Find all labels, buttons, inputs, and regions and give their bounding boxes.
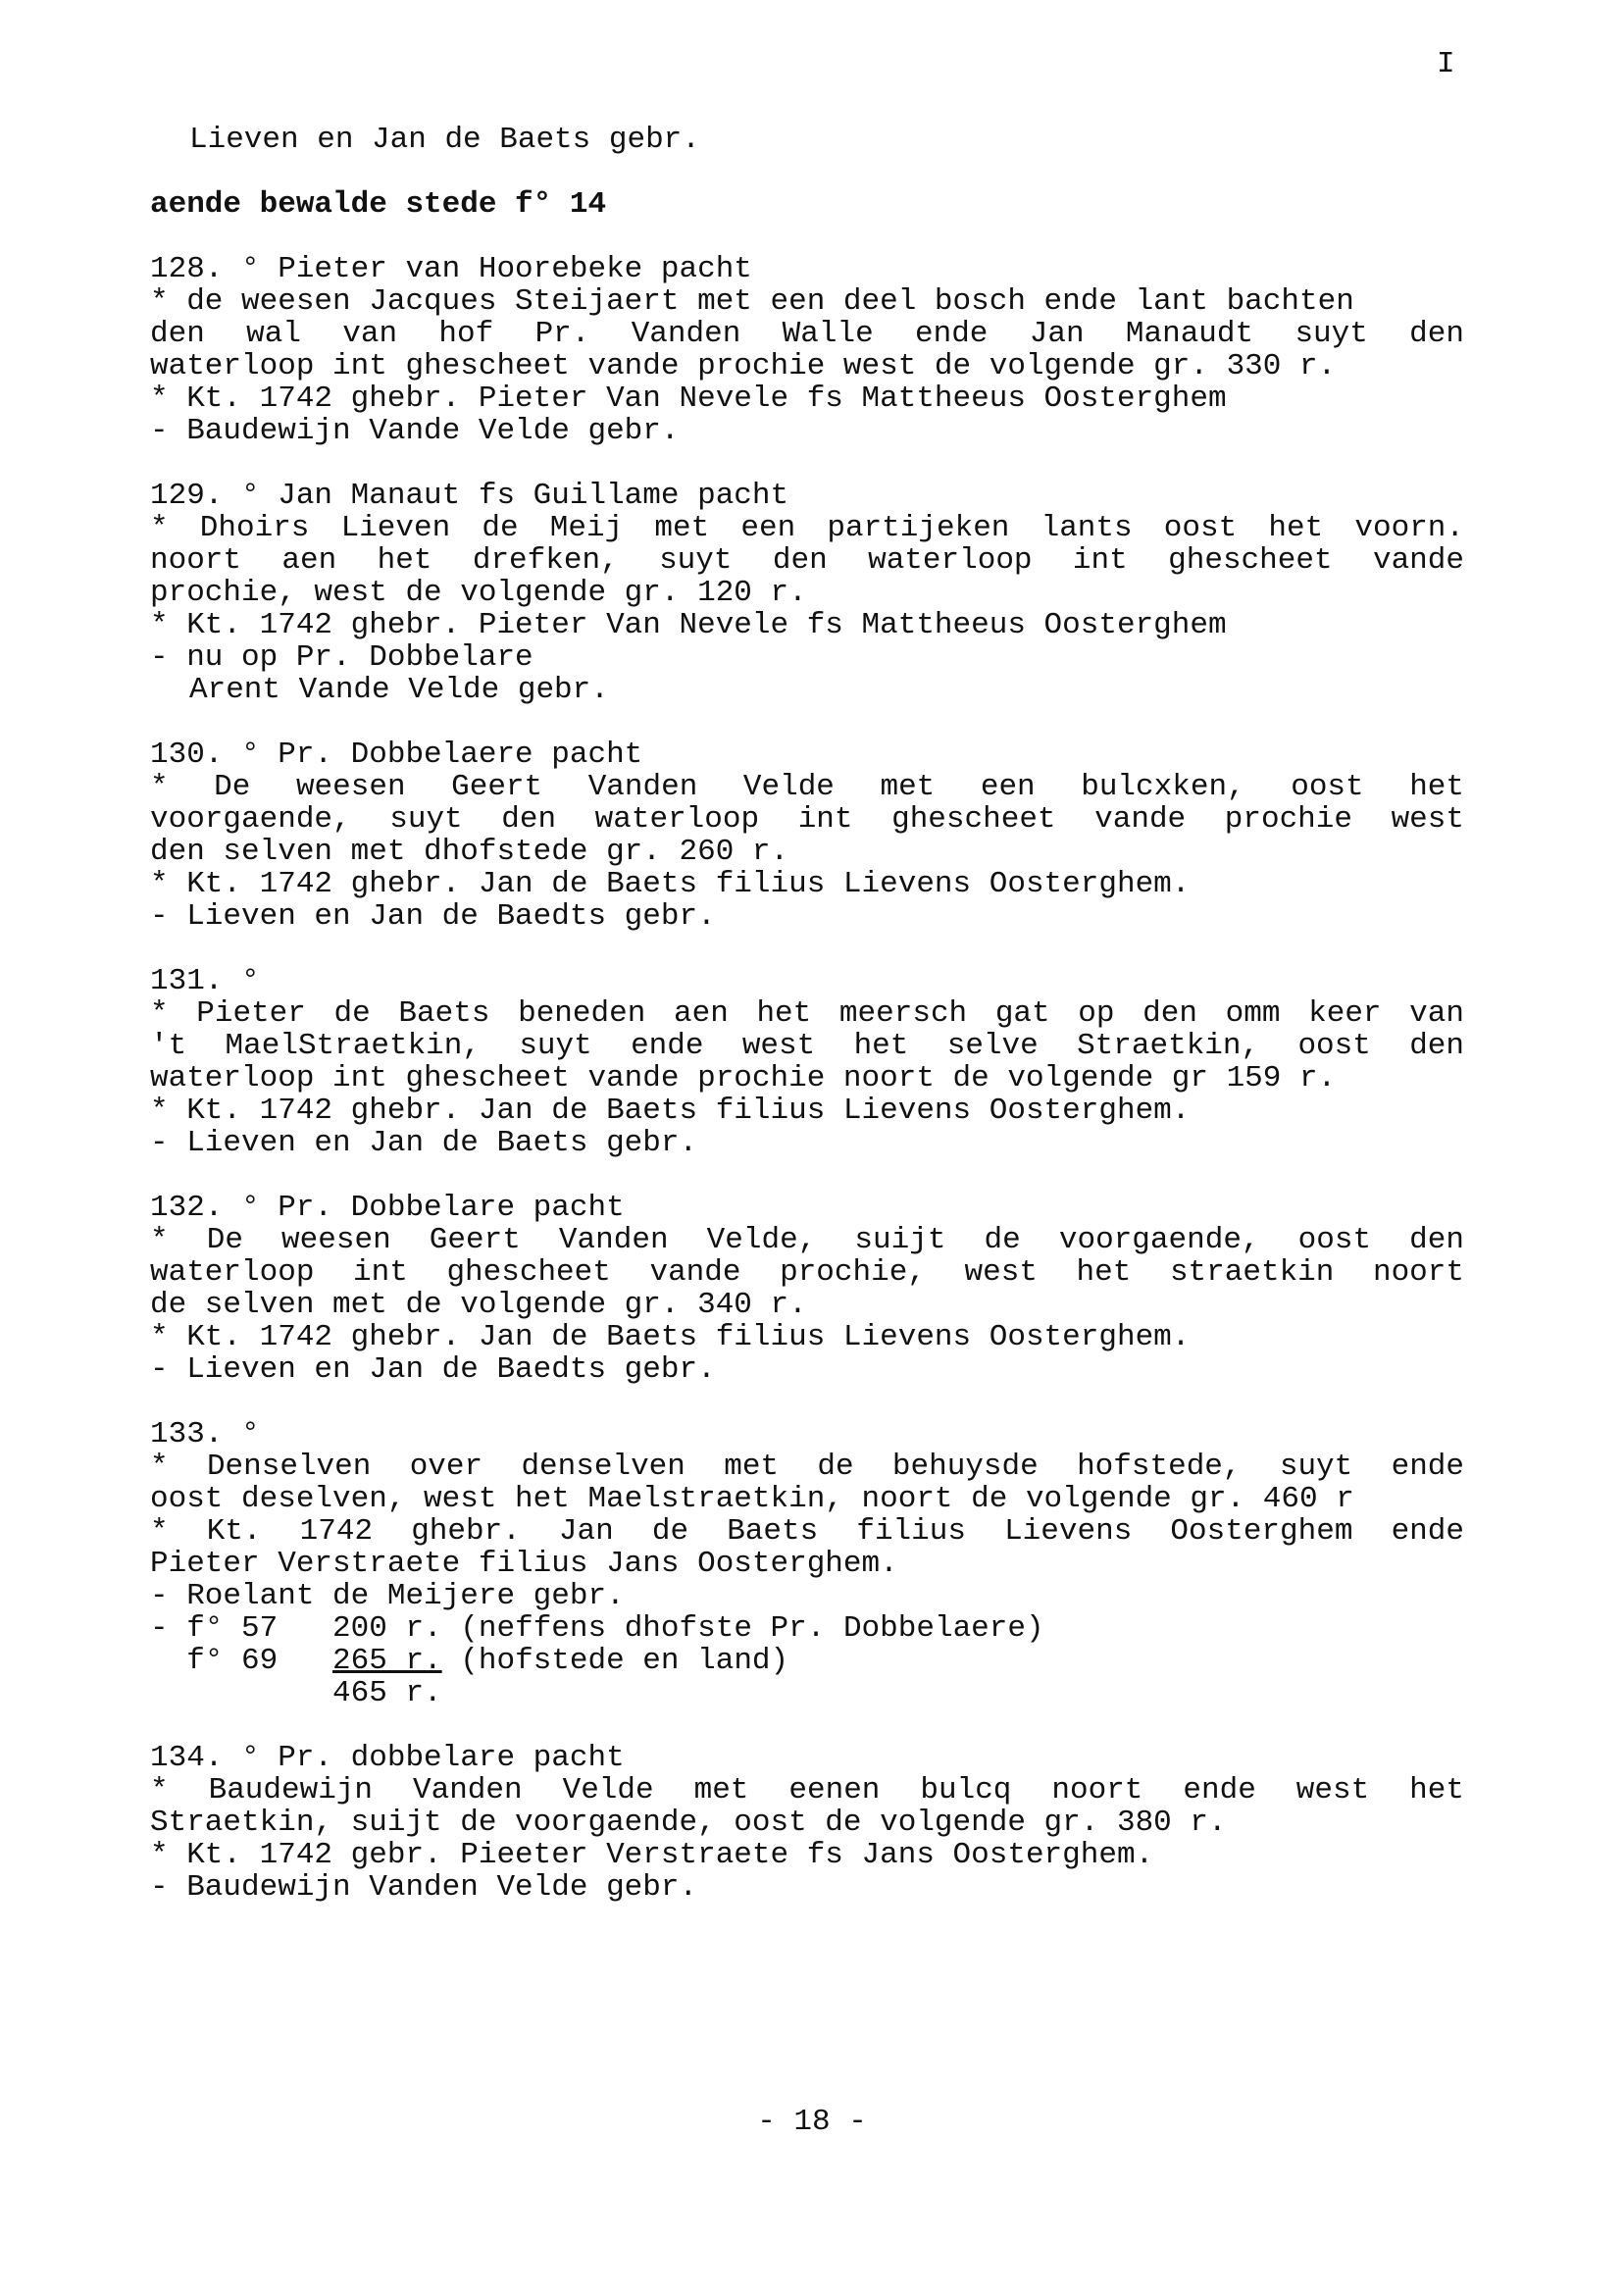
entry-133-text: * Kt. 1742 ghebr. Jan de Baets filius Lievens Oosterghem ende [150,1514,1464,1549]
spacer [150,1159,1464,1192]
entry-130-title: 130. ° Pr. Dobbelaere pacht [150,738,643,772]
entry-129-text: prochie, west de volgende gr. 120 r. [150,576,807,610]
entry-130-text: voorgaende, suyt den waterloop int ghescheet vande prochie west [150,802,1464,837]
entry-130-text: - Lieven en Jan de Baedts gebr. [150,899,716,934]
entry-132-text: * Kt. 1742 ghebr. Jan de Baets filius Lievens Oosterghem. [150,1320,1191,1354]
entry-133-text: - Roelant de Meijere gebr. [150,1579,625,1613]
spacer [150,447,1464,480]
spacer [150,933,1464,965]
calc-note: (hofstede en land) [460,1644,789,1678]
entry-134-text: Straetkin, suijt de voorgaende, oost de volgende gr. 380 r. [150,1806,1227,1840]
calc-row [150,1645,1464,1677]
entry-128-text: den wal van hof Pr. Vanden Walle ende Jan Manaudt suyt den [150,317,1464,351]
entry-128-text: waterloop int ghescheet vande prochie west de volgende gr. 330 r. [150,349,1337,383]
entry-131-title: 131. ° [150,964,260,998]
calc-ref: - f° 57 [150,1611,279,1646]
entry-131-text: 't MaelStraetkin, suyt ende west het selve Straetkin, oost den [150,1029,1464,1063]
entry-133-title: 133. ° [150,1417,260,1451]
spacer [150,1709,1464,1742]
spacer [150,1386,1464,1418]
spacer [150,706,1464,738]
entry-134-text: - Baudewijn Vanden Velde gebr. [150,1870,698,1905]
page-number: - 18 - [757,2105,867,2139]
page-mark: I [1437,47,1455,81]
spacer [150,221,1464,253]
entry-132-text: - Lieven en Jan de Baedts gebr. [150,1352,716,1387]
entry-131-text: * Pieter de Baets beneden aen het meersch gat op den omm keer van [150,996,1464,1031]
entry-128-text: * de weesen Jacques Steijaert met een deel bosch ende lant bachten [150,284,1354,319]
calc-total [150,1677,1464,1709]
entry-132-title: 132. ° Pr. Dobbelare pacht [150,1191,625,1225]
entry-129-title: 129. ° Jan Manaut fs Guillame pacht [150,479,789,513]
spacer [150,156,1464,188]
entry-129-text: * Dhoirs Lieven de Meij met een partijeken lants oost het voorn. [150,511,1464,545]
calc-amount: 200 r. [332,1611,442,1646]
entry-129-text: - nu op Pr. Dobbelare [150,640,533,675]
entry-129-text: Arent Vande Velde gebr. [189,673,609,707]
entry-128-text: * Kt. 1742 ghebr. Pieter Van Nevele fs Mattheeus Oosterghem [150,382,1227,416]
entry-134-title: 134. ° Pr. dobbelare pacht [150,1741,625,1775]
entry-130-text: den selven met dhofstede gr. 260 r. [150,835,789,869]
calc-amount: 265 r. [332,1644,442,1678]
entry-131-text: * Kt. 1742 ghebr. Jan de Baets filius Lievens Oosterghem. [150,1094,1191,1128]
calc-amount: 465 r. [332,1676,442,1710]
entry-132-text: waterloop int ghescheet vande prochie, west het straetkin noort [150,1255,1464,1290]
entry-128-title: 128. ° Pieter van Hoorebeke pacht [150,252,752,286]
entry-130-text: * De weesen Geert Vanden Velde met een bulcxken, oost het [150,770,1464,804]
section-heading: aende bewalde stede f° 14 [150,187,607,222]
entry-133-text: oost deselven, west het Maelstraetkin, noort de volgende gr. 460 r [150,1482,1354,1516]
entry-132-text: de selven met de volgende gr. 340 r. [150,1288,807,1322]
entry-131-text: waterloop int ghescheet vande prochie noort de volgende gr 159 r. [150,1061,1337,1095]
entry-130-text: * Kt. 1742 ghebr. Jan de Baets filius Lievens Oosterghem. [150,867,1191,901]
entry-134-text: * Kt. 1742 gebr. Pieeter Verstraete fs Jans Oosterghem. [150,1838,1154,1872]
calc-note: (neffens dhofste Pr. Dobbelaere) [460,1611,1044,1646]
register-text [150,124,1464,1904]
entry-131-text: - Lieven en Jan de Baets gebr. [150,1126,698,1160]
entry-133-text: * Denselven over denselven met de behuysde hofstede, suyt ende [150,1450,1464,1484]
entry-133-text: Pieter Verstraete filius Jans Oosterghem. [150,1547,898,1581]
intro-line: Lieven en Jan de Baets gebr. [189,123,700,157]
entry-132-text: * De weesen Geert Vanden Velde, suijt de voorgaende, oost den [150,1223,1464,1257]
calc-ref: f° 69 [150,1644,279,1678]
entry-134-text: * Baudewijn Vanden Velde met eenen bulcq noort ende west het [150,1773,1464,1807]
entry-129-text: * Kt. 1742 ghebr. Pieter Van Nevele fs Mattheeus Oosterghem [150,608,1227,642]
calc-row [150,1612,1464,1645]
entry-129-text: noort aen het drefken, suyt den waterloop int ghescheet vande [150,543,1464,578]
entry-128-text: - Baudewijn Vande Velde gebr. [150,414,680,448]
